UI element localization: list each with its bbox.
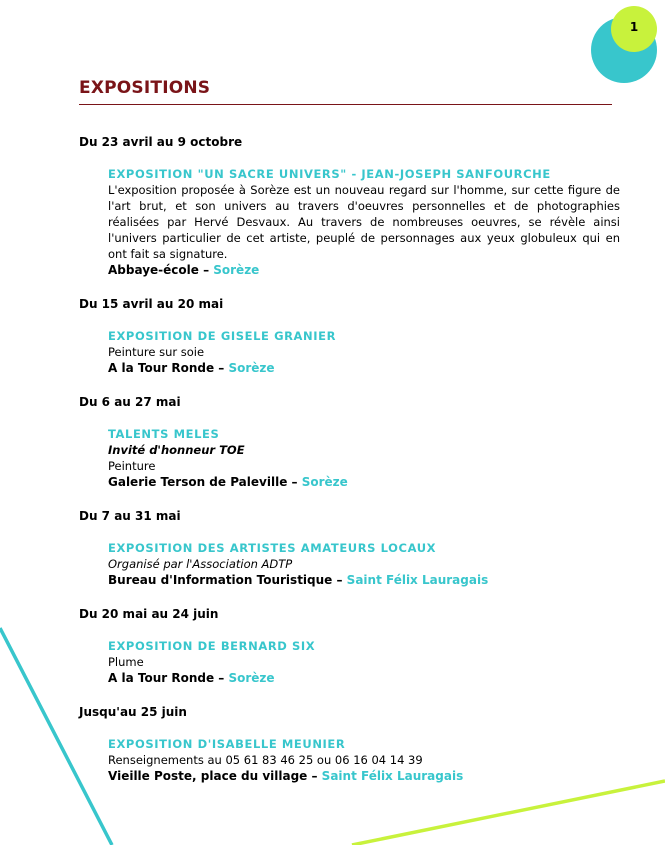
event-date: Du 20 mai au 24 juin: [79, 607, 219, 621]
event-details: [108, 638, 620, 687]
event-details: [108, 426, 620, 491]
event-town: Sorèze: [301, 475, 348, 489]
event-title: EXPOSITION "UN SACRE UNIVERS" - JEAN-JOSEPH SANFOURCHE: [108, 167, 551, 181]
event-details: [108, 166, 620, 279]
event-location: [108, 474, 620, 491]
event-block: [79, 704, 620, 785]
event-venue: A la Tour Ronde: [108, 671, 215, 685]
event-guest: Invité d'honneur TOE: [108, 443, 245, 457]
event-town: Sorèze: [228, 361, 275, 375]
location-separator: –: [214, 671, 229, 685]
event-town: Sorèze: [228, 671, 275, 685]
event-venue: A la Tour Ronde: [108, 361, 215, 375]
event-organizer: Organisé par l'Association ADTP: [108, 557, 293, 571]
event-location: [108, 360, 620, 377]
event-town: Saint Félix Lauragais: [321, 769, 464, 783]
event-title: TALENTS MELES: [108, 427, 220, 441]
event-location: [108, 572, 620, 589]
event-detail: Plume: [108, 655, 144, 669]
event-block: [79, 606, 620, 687]
location-separator: –: [332, 573, 347, 587]
location-separator: –: [198, 263, 214, 277]
event-block: [79, 508, 620, 589]
event-title: EXPOSITION DE BERNARD SIX: [108, 639, 316, 653]
event-details: [108, 328, 620, 377]
event-date: Du 23 avril au 9 octobre: [79, 135, 243, 149]
event-venue: Vieille Poste, place du village: [108, 769, 308, 783]
event-contact: Renseignements au 05 61 83 46 25 ou 06 16 04 14 39: [108, 753, 423, 767]
event-description: L'exposition proposée à Sorèze est un nouveau regard sur l'homme, sur cette figure de l'art brut, et son univers au travers d'oeuvres personnelles et de photographies réalisées par Hervé Desvaux. Au travers de nombreuses oeuvres, se révèle ainsi l'univers particulier de cet artiste, peuplé de personnages aux yeux globuleux qui en ont fait sa signature.: [108, 183, 620, 261]
event-date: Jusqu'au 25 juin: [79, 705, 187, 719]
event-date: Du 15 avril au 20 mai: [79, 297, 224, 311]
page-title: EXPOSITIONS: [79, 78, 211, 98]
event-venue: Bureau d'Information Touristique: [108, 573, 333, 587]
event-town: Saint Félix Lauragais: [346, 573, 489, 587]
event-location: [108, 262, 620, 279]
event-block: [79, 134, 620, 279]
event-date: Du 6 au 27 mai: [79, 395, 181, 409]
event-title: EXPOSITION D'ISABELLE MEUNIER: [108, 737, 346, 751]
event-title: EXPOSITION DES ARTISTES AMATEURS LOCAUX: [108, 541, 437, 555]
event-venue: Galerie Terson de Paleville: [108, 475, 288, 489]
location-separator: –: [307, 769, 322, 783]
event-block: [79, 296, 620, 377]
location-separator: –: [214, 361, 229, 375]
event-details: [108, 736, 620, 785]
event-title: EXPOSITION DE GISELE GRANIER: [108, 329, 337, 343]
event-venue: Abbaye-école: [108, 263, 199, 277]
event-town: Sorèze: [213, 263, 260, 277]
event-detail: Peinture sur soie: [108, 345, 205, 359]
event-date: Du 7 au 31 mai: [79, 509, 181, 523]
page-number: 1: [629, 20, 639, 34]
event-location: [108, 768, 620, 785]
events-list: [79, 134, 620, 802]
location-separator: –: [287, 475, 302, 489]
event-location: [108, 670, 620, 687]
title-rule: [79, 104, 612, 105]
event-detail: Peinture: [108, 459, 156, 473]
event-block: [79, 394, 620, 491]
event-details: [108, 540, 620, 589]
